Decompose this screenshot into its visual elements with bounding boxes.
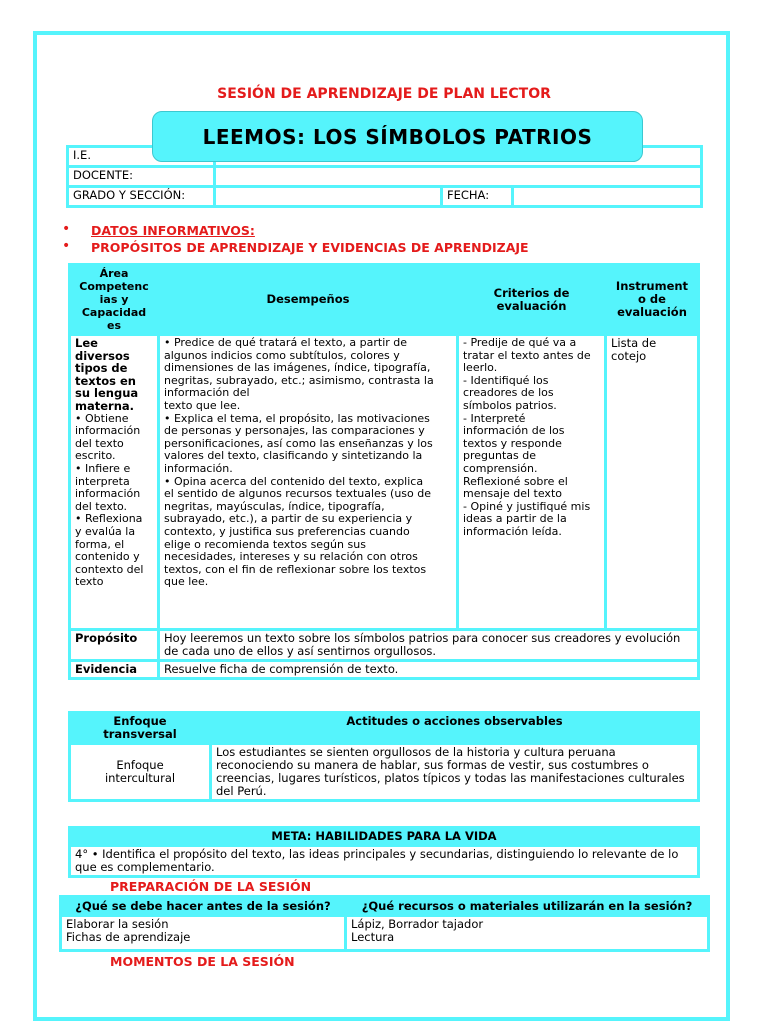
preparation-table [59, 895, 710, 952]
meta-text: 4° • Identifica el propósito del texto, las ideas principales y secundarias, distinguiendo lo relevante de lo que es complementario. [71, 847, 697, 875]
docente-value[interactable] [216, 168, 700, 185]
header-desempenos: Desempeños [160, 266, 456, 333]
prep-header-right: ¿Qué recursos o materiales utilizarán en la sesión? [347, 898, 707, 914]
grado-label: GRADO Y SECCIÓN: [69, 188, 213, 205]
session-title-banner: LEEMOS: LOS SÍMBOLOS PATRIOS [152, 111, 643, 162]
enfoque-cell: Enfoque intercultural [71, 745, 209, 799]
fecha-label: FECHA: [443, 188, 511, 205]
prep-left-cell: Elaborar la sesión Fichas de aprendizaje [62, 917, 344, 949]
proposito-text: Hoy leeremos un texto sobre los símbolos patrios para conocer sus creadores y evolución de cada uno de ellos y así sentirnos orgullosos. [160, 631, 697, 659]
enfoque-table [68, 711, 700, 802]
ie-label: I.E. [69, 148, 213, 165]
evidencia-text: Resuelve ficha de comprensión de texto. [160, 662, 697, 677]
bullet-icon: • [62, 238, 71, 254]
actitudes-cell: Los estudiantes se sienten orgullosos de la historia y cultura peruana reconociendo su manera de hablar, sus formas de vestir, sus costumbres o creencias, lugares turísticos, platos típicos y todas las manifestaciones culturales del Perú. [212, 745, 697, 799]
instrumento-cell: Lista de cotejo [607, 336, 697, 628]
meta-table [68, 826, 700, 878]
meta-header: META: HABILIDADES PARA LA VIDA [71, 829, 697, 844]
header-criterios: Criterios de evaluación [459, 266, 604, 333]
prep-header-left: ¿Qué se debe hacer antes de la sesión? [62, 898, 344, 914]
competencia-capacidades: • Obtiene información del texto escrito. • Infiere e interpreta información del texto. • Reflexiona y evalúa la forma, el contenido y contexto del texto [75, 411, 144, 589]
section-propositos: PROPÓSITOS DE APRENDIZAJE Y EVIDENCIAS DE APRENDIZAJE [91, 240, 529, 255]
section-datos: DATOS INFORMATIVOS: [91, 223, 255, 238]
grado-value[interactable] [216, 188, 440, 205]
purpose-table [68, 263, 700, 680]
competencia-title: Lee diversos tipos de textos en su lengua materna. [75, 336, 139, 413]
section-preparacion: PREPARACIÓN DE LA SESIÓN [110, 879, 312, 894]
header-instrumento: Instrument o de evaluación [607, 266, 697, 333]
header-actitudes: Actitudes o acciones observables [212, 714, 697, 742]
section-momentos: MOMENTOS DE LA SESIÓN [110, 954, 295, 969]
header-enfoque: Enfoque transversal [71, 714, 209, 742]
docente-label: DOCENTE: [69, 168, 213, 185]
criterios-cell: - Predije de qué va a tratar el texto antes de leerlo. - Identifiqué los creadores de los símbolos patrios. - Interpreté información de los textos y responde preguntas de comprensión. Reflexioné sobre el mensaje del texto - Opiné y justifiqué mis ideas a partir de la información leída. [459, 336, 604, 628]
header-area: Área Competenc ias y Capacidad es [71, 266, 157, 333]
competencia-cell [71, 336, 157, 628]
bullet-icon: • [62, 221, 71, 237]
proposito-label: Propósito [71, 631, 157, 659]
page-title: SESIÓN DE APRENDIZAJE DE PLAN LECTOR [217, 86, 551, 102]
evidencia-label: Evidencia [71, 662, 157, 677]
desempenos-cell: • Predice de qué tratará el texto, a partir de algunos indicios como subtítulos, colores y dimensiones de las imágenes, índice, tipografía, negritas, subrayado, etc.; asimismo, contrasta la información del texto que lee. • Explica el tema, el propósito, las motivaciones de personas y personajes, las comparaciones y personificaciones, así como las enseñanzas y los valores del texto, clasificando y sintetizando la información. • Opina acerca del contenido del texto, explica el sentido de algunos recursos textuales (uso de negritas, mayúsculas, índice, tipografía, subrayado, etc.), a partir de su experiencia y contexto, y justifica sus preferencias cuando elige o recomienda textos según sus necesidades, intereses y su relación con otros textos, con el fin de reflexionar sobre los textos que lee. [160, 336, 456, 628]
prep-right-cell: Lápiz, Borrador tajador Lectura [347, 917, 707, 949]
fecha-value[interactable] [514, 188, 700, 205]
